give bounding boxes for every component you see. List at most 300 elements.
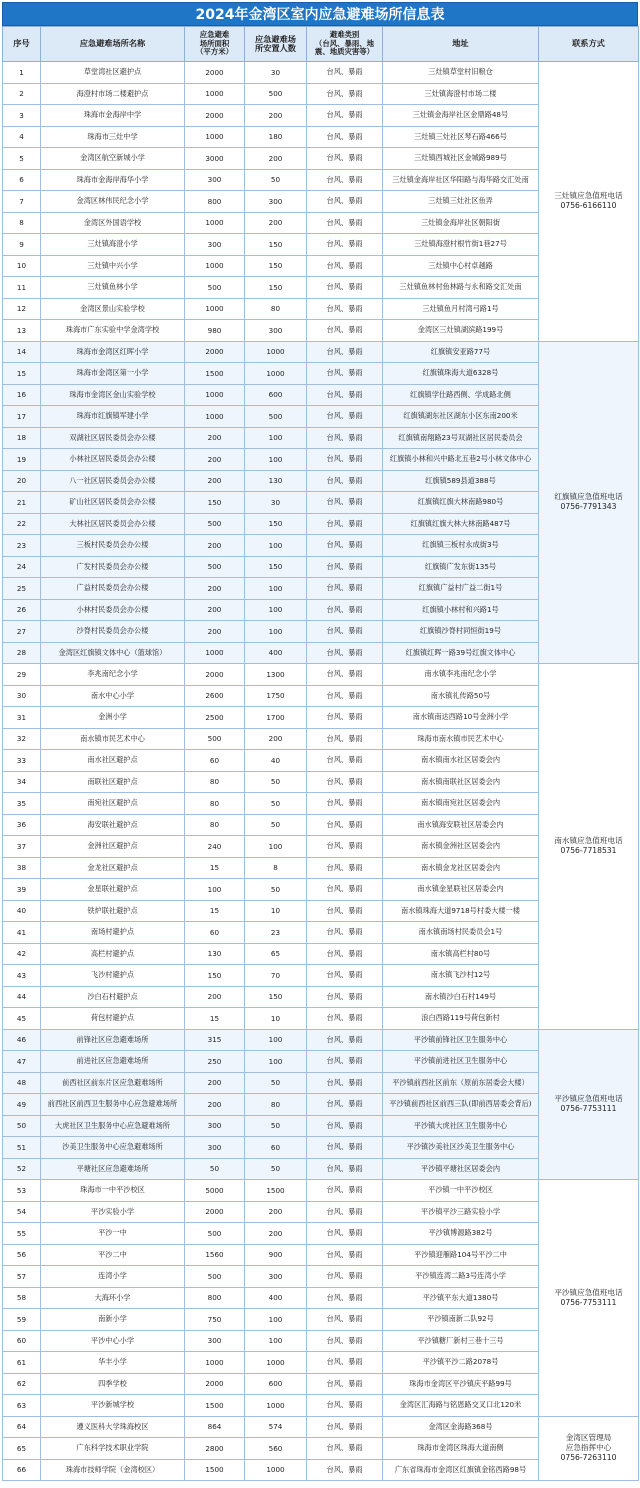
cell-area: 60 [185, 750, 245, 772]
cell-name: 珠海市金湾区第一小学 [41, 363, 185, 385]
cell-area: 2500 [185, 707, 245, 729]
cell-name: 三灶镇鱼林小学 [41, 277, 185, 299]
cell-area: 15 [185, 857, 245, 879]
cell-category: 台风、暴雨 [307, 793, 383, 815]
cell-area: 300 [185, 1330, 245, 1352]
cell-category: 台风、暴雨 [307, 1352, 383, 1374]
cell-address: 珠海市南水镇市民艺术中心 [383, 728, 539, 750]
cell-area: 80 [185, 814, 245, 836]
cell-no: 50 [3, 1115, 41, 1137]
cell-area: 500 [185, 728, 245, 750]
cell-no: 10 [3, 255, 41, 277]
cell-area: 500 [185, 277, 245, 299]
cell-no: 61 [3, 1352, 41, 1374]
cell-no: 59 [3, 1309, 41, 1331]
cell-no: 13 [3, 320, 41, 342]
cell-category: 台风、暴雨 [307, 879, 383, 901]
cell-contact [539, 664, 639, 1030]
cell-area: 80 [185, 793, 245, 815]
cell-capacity: 130 [245, 470, 307, 492]
cell-no: 3 [3, 105, 41, 127]
cell-name: 珠海市三灶中学 [41, 126, 185, 148]
cell-capacity: 10 [245, 1008, 307, 1030]
cell-capacity: 100 [245, 1029, 307, 1051]
cell-capacity: 1000 [245, 341, 307, 363]
cell-category: 台风、暴雨 [307, 1180, 383, 1202]
cell-name: 南水镇市民艺术中心 [41, 728, 185, 750]
cell-name: 南水中心小学 [41, 685, 185, 707]
header-capacity-line: 应急避难场 [255, 33, 296, 44]
cell-capacity: 1700 [245, 707, 307, 729]
cell-category: 台风、暴雨 [307, 234, 383, 256]
cell-no: 31 [3, 707, 41, 729]
cell-category: 台风、暴雨 [307, 320, 383, 342]
cell-category: 台风、暴雨 [307, 535, 383, 557]
cell-name: 小林社区居民委员会办公楼 [41, 449, 185, 471]
cell-address: 南水镇金洲社区居委会内 [383, 836, 539, 858]
cell-capacity: 400 [245, 642, 307, 664]
header-address: 地址 [383, 27, 539, 62]
cell-area: 1500 [185, 1459, 245, 1481]
cell-name: 飞沙村避护点 [41, 965, 185, 987]
cell-address: 平沙镇平沙二路2078号 [383, 1352, 539, 1374]
cell-capacity: 100 [245, 578, 307, 600]
cell-name: 广东科学技术职业学院 [41, 1438, 185, 1460]
contact-line: 0756-7263110 [560, 1453, 617, 1463]
cell-address: 珠海市金湾区平沙镇庆平路99号 [383, 1373, 539, 1395]
cell-capacity: 23 [245, 922, 307, 944]
cell-contact [539, 1029, 639, 1180]
cell-area: 15 [185, 1008, 245, 1030]
cell-address: 南水镇金龙社区居委会内 [383, 857, 539, 879]
cell-area: 1000 [185, 642, 245, 664]
cell-address: 红旗镇南翔路23号双湖社区居民委员会 [383, 427, 539, 449]
cell-address: 平沙镇大虎社区卫生服务中心 [383, 1115, 539, 1137]
shelter-table [2, 26, 639, 1481]
cell-capacity: 574 [245, 1416, 307, 1438]
cell-address: 三灶镇海澄村根竹街1巷27号 [383, 234, 539, 256]
cell-name: 沙脊村民委员会办公楼 [41, 621, 185, 643]
cell-no: 56 [3, 1244, 41, 1266]
cell-no: 32 [3, 728, 41, 750]
header-area-line: 应急避难 [199, 30, 230, 40]
cell-name: 平沙中心小学 [41, 1330, 185, 1352]
cell-no: 42 [3, 943, 41, 965]
cell-area: 200 [185, 986, 245, 1008]
cell-name: 草堂湾社区避护点 [41, 62, 185, 84]
cell-area: 500 [185, 513, 245, 535]
cell-name: 四季学校 [41, 1373, 185, 1395]
cell-category: 台风、暴雨 [307, 62, 383, 84]
cell-no: 1 [3, 62, 41, 84]
cell-category: 台风、暴雨 [307, 664, 383, 686]
cell-name: 遵义医科大学珠海校区 [41, 1416, 185, 1438]
cell-area: 1500 [185, 1395, 245, 1417]
cell-category: 台风、暴雨 [307, 406, 383, 428]
cell-name: 沙白石村避护点 [41, 986, 185, 1008]
cell-address: 南水镇南场村民委员会1号 [383, 922, 539, 944]
cell-category: 台风、暴雨 [307, 341, 383, 363]
cell-name: 铁炉联社避护点 [41, 900, 185, 922]
cell-address: 南水镇礼传路50号 [383, 685, 539, 707]
table-body [3, 62, 639, 1481]
cell-contact [539, 341, 639, 664]
cell-category: 台风、暴雨 [307, 728, 383, 750]
cell-capacity: 200 [245, 212, 307, 234]
cell-name: 前锋社区应急避难场所 [41, 1029, 185, 1051]
cell-area: 200 [185, 470, 245, 492]
cell-area: 200 [185, 599, 245, 621]
cell-no: 55 [3, 1223, 41, 1245]
cell-no: 22 [3, 513, 41, 535]
cell-area: 3000 [185, 148, 245, 170]
cell-capacity: 1000 [245, 1395, 307, 1417]
cell-capacity: 40 [245, 750, 307, 772]
cell-capacity: 180 [245, 126, 307, 148]
cell-area: 200 [185, 621, 245, 643]
cell-address: 南水镇南达西路10号金洲小学 [383, 707, 539, 729]
cell-address: 平沙镇前西社区前西三队(即前西居委会背后) [383, 1094, 539, 1116]
cell-name: 广益村民委员会办公楼 [41, 578, 185, 600]
cell-no: 34 [3, 771, 41, 793]
cell-name: 三板村民委员会办公楼 [41, 535, 185, 557]
cell-category: 台风、暴雨 [307, 1158, 383, 1180]
cell-capacity: 100 [245, 599, 307, 621]
cell-name: 金洲小学 [41, 707, 185, 729]
cell-address: 金湾区金海路368号 [383, 1416, 539, 1438]
cell-area: 200 [185, 1094, 245, 1116]
cell-no: 51 [3, 1137, 41, 1159]
cell-no: 33 [3, 750, 41, 772]
cell-no: 36 [3, 814, 41, 836]
cell-address: 红旗镇学仕路西侧、学成路北侧 [383, 384, 539, 406]
cell-address: 红旗镇红旗大林南路980号 [383, 492, 539, 514]
cell-area: 1000 [185, 255, 245, 277]
cell-category: 台风、暴雨 [307, 148, 383, 170]
cell-capacity: 1750 [245, 685, 307, 707]
cell-name: 平沙实验小学 [41, 1201, 185, 1223]
header-contact: 联系方式 [539, 27, 639, 62]
cell-category: 台风、暴雨 [307, 1094, 383, 1116]
cell-capacity: 150 [245, 513, 307, 535]
cell-category: 台风、暴雨 [307, 685, 383, 707]
page [2, 2, 638, 1481]
cell-no: 25 [3, 578, 41, 600]
cell-capacity: 200 [245, 1201, 307, 1223]
cell-capacity: 100 [245, 1309, 307, 1331]
cell-area: 500 [185, 1266, 245, 1288]
cell-capacity: 60 [245, 1137, 307, 1159]
cell-no: 35 [3, 793, 41, 815]
cell-category: 台风、暴雨 [307, 642, 383, 664]
cell-name: 金湾区林伟民纪念小学 [41, 191, 185, 213]
cell-address: 红旗镇三板村永成街3号 [383, 535, 539, 557]
cell-category: 台风、暴雨 [307, 298, 383, 320]
cell-no: 26 [3, 599, 41, 621]
cell-capacity: 500 [245, 406, 307, 428]
cell-no: 48 [3, 1072, 41, 1094]
cell-category: 台风、暴雨 [307, 212, 383, 234]
header-capacity [245, 27, 307, 62]
cell-name: 矿山社区居民委员会办公楼 [41, 492, 185, 514]
cell-address: 金湾区三灶镇湖滨路199号 [383, 320, 539, 342]
cell-no: 39 [3, 879, 41, 901]
cell-capacity: 50 [245, 879, 307, 901]
table-row [3, 341, 639, 363]
contact-line: 红旗镇应急值班电话 [554, 492, 623, 502]
cell-category: 台风、暴雨 [307, 556, 383, 578]
cell-area: 200 [185, 1072, 245, 1094]
cell-no: 29 [3, 664, 41, 686]
cell-name: 沙美卫生服务中心应急避难场所 [41, 1137, 185, 1159]
table-row [3, 1416, 639, 1438]
cell-name: 珠海市广东实验中学金湾学校 [41, 320, 185, 342]
cell-area: 1000 [185, 83, 245, 105]
cell-no: 8 [3, 212, 41, 234]
cell-address: 红旗镇广益村广益二街1号 [383, 578, 539, 600]
cell-category: 台风、暴雨 [307, 1223, 383, 1245]
cell-area: 1000 [185, 384, 245, 406]
cell-capacity: 150 [245, 556, 307, 578]
cell-name: 珠海市红旗镇军建小学 [41, 406, 185, 428]
cell-capacity: 50 [245, 814, 307, 836]
cell-category: 台风、暴雨 [307, 1137, 383, 1159]
cell-name: 金湾区红旗镇文体中心（篮球馆） [41, 642, 185, 664]
cell-category: 台风、暴雨 [307, 1438, 383, 1460]
cell-category: 台风、暴雨 [307, 1459, 383, 1481]
cell-name: 平塘社区应急避难场所 [41, 1158, 185, 1180]
header-name: 应急避难场所名称 [41, 27, 185, 62]
cell-category: 台风、暴雨 [307, 1244, 383, 1266]
header-capacity-line: 所安置人数 [255, 43, 296, 53]
cell-no: 60 [3, 1330, 41, 1352]
cell-address: 南水镇飞沙村12号 [383, 965, 539, 987]
cell-no: 24 [3, 556, 41, 578]
cell-name: 金湾区航空新城小学 [41, 148, 185, 170]
cell-capacity: 80 [245, 1094, 307, 1116]
cell-no: 43 [3, 965, 41, 987]
cell-address: 南水镇珠海大道9718号村委大楼一楼 [383, 900, 539, 922]
cell-no: 4 [3, 126, 41, 148]
cell-area: 200 [185, 449, 245, 471]
cell-area: 200 [185, 535, 245, 557]
cell-capacity: 150 [245, 277, 307, 299]
cell-name: 南场村避护点 [41, 922, 185, 944]
cell-capacity: 900 [245, 1244, 307, 1266]
cell-area: 1000 [185, 212, 245, 234]
cell-no: 9 [3, 234, 41, 256]
cell-category: 台风、暴雨 [307, 449, 383, 471]
cell-capacity: 80 [245, 298, 307, 320]
cell-category: 台风、暴雨 [307, 1266, 383, 1288]
cell-name: 海安联社避护点 [41, 814, 185, 836]
cell-category: 台风、暴雨 [307, 126, 383, 148]
cell-name: 荷包村避护点 [41, 1008, 185, 1030]
cell-category: 台风、暴雨 [307, 255, 383, 277]
cell-category: 台风、暴雨 [307, 943, 383, 965]
cell-address: 南水镇李兆南纪念小学 [383, 664, 539, 686]
cell-category: 台风、暴雨 [307, 1416, 383, 1438]
cell-category: 台风、暴雨 [307, 1115, 383, 1137]
cell-area: 150 [185, 965, 245, 987]
cell-capacity: 100 [245, 535, 307, 557]
cell-area: 300 [185, 1137, 245, 1159]
cell-area: 2000 [185, 1201, 245, 1223]
cell-category: 台风、暴雨 [307, 1395, 383, 1417]
cell-area: 100 [185, 879, 245, 901]
cell-no: 41 [3, 922, 41, 944]
cell-name: 平沙一中 [41, 1223, 185, 1245]
cell-capacity: 50 [245, 1072, 307, 1094]
cell-capacity: 50 [245, 1115, 307, 1137]
cell-no: 6 [3, 169, 41, 191]
cell-capacity: 1300 [245, 664, 307, 686]
cell-no: 2 [3, 83, 41, 105]
cell-address: 三灶镇三灶社区琴石路466号 [383, 126, 539, 148]
cell-address: 三灶镇西城社区金城路989号 [383, 148, 539, 170]
cell-area: 500 [185, 556, 245, 578]
cell-no: 63 [3, 1395, 41, 1417]
cell-no: 12 [3, 298, 41, 320]
cell-address: 三灶镇金海岸社区金鼎路48号 [383, 105, 539, 127]
cell-capacity: 600 [245, 1373, 307, 1395]
cell-area: 315 [185, 1029, 245, 1051]
cell-area: 250 [185, 1051, 245, 1073]
cell-name: 小林村民委员会办公楼 [41, 599, 185, 621]
cell-name: 平沙新城学校 [41, 1395, 185, 1417]
contact-line: 三灶镇应急值班电话 [554, 191, 623, 201]
cell-category: 台风、暴雨 [307, 1287, 383, 1309]
table-header [3, 27, 639, 62]
cell-area: 2000 [185, 664, 245, 686]
cell-address: 平沙镇糖厂新村三巷十三号 [383, 1330, 539, 1352]
cell-name: 高栏村避护点 [41, 943, 185, 965]
cell-area: 150 [185, 492, 245, 514]
cell-capacity: 200 [245, 1223, 307, 1245]
cell-no: 20 [3, 470, 41, 492]
cell-area: 60 [185, 922, 245, 944]
cell-address: 平沙镇前锋社区卫生服务中心 [383, 1029, 539, 1051]
cell-name: 连湾小学 [41, 1266, 185, 1288]
header-area-line: （平方米） [196, 47, 233, 57]
cell-address: 金湾区汇海路与铭恩路交叉口北120米 [383, 1395, 539, 1417]
cell-category: 台风、暴雨 [307, 986, 383, 1008]
contact-line: 0756-7753111 [560, 1104, 617, 1114]
cell-no: 65 [3, 1438, 41, 1460]
cell-capacity: 500 [245, 83, 307, 105]
header-category-line: （台风、暴雨、地 [314, 38, 375, 48]
cell-address: 平沙镇沙美社区沙美卫生服务中心 [383, 1137, 539, 1159]
cell-capacity: 300 [245, 1266, 307, 1288]
cell-area: 2000 [185, 1373, 245, 1395]
cell-category: 台风、暴雨 [307, 191, 383, 213]
cell-area: 200 [185, 427, 245, 449]
cell-category: 台风、暴雨 [307, 1029, 383, 1051]
cell-area: 80 [185, 771, 245, 793]
table-row [3, 1180, 639, 1202]
cell-category: 台风、暴雨 [307, 578, 383, 600]
cell-address: 红旗镇红旗大林大林南路487号 [383, 513, 539, 535]
cell-address: 南水镇金星联社区居委会内 [383, 879, 539, 901]
cell-name: 珠海市金湾区红晖小学 [41, 341, 185, 363]
cell-area: 2800 [185, 1438, 245, 1460]
cell-no: 21 [3, 492, 41, 514]
cell-capacity: 30 [245, 492, 307, 514]
contact-line: 0756-6166110 [560, 201, 617, 211]
cell-address: 南水镇南水社区居委会内 [383, 750, 539, 772]
cell-address: 三灶镇鱼月村湾弓路1号 [383, 298, 539, 320]
cell-address: 红旗镇沙脊村同恒街19号 [383, 621, 539, 643]
cell-capacity: 1000 [245, 363, 307, 385]
cell-name: 珠海市金海岸中学 [41, 105, 185, 127]
cell-capacity: 150 [245, 255, 307, 277]
cell-category: 台风、暴雨 [307, 707, 383, 729]
cell-no: 45 [3, 1008, 41, 1030]
cell-area: 1000 [185, 298, 245, 320]
cell-capacity: 1500 [245, 1180, 307, 1202]
cell-no: 27 [3, 621, 41, 643]
cell-area: 864 [185, 1416, 245, 1438]
cell-capacity: 50 [245, 1158, 307, 1180]
cell-category: 台风、暴雨 [307, 83, 383, 105]
cell-name: 华丰小学 [41, 1352, 185, 1374]
cell-capacity: 50 [245, 771, 307, 793]
cell-no: 62 [3, 1373, 41, 1395]
cell-category: 台风、暴雨 [307, 1201, 383, 1223]
cell-address: 平沙镇平东大道1380号 [383, 1287, 539, 1309]
cell-category: 台风、暴雨 [307, 814, 383, 836]
cell-no: 53 [3, 1180, 41, 1202]
cell-no: 14 [3, 341, 41, 363]
cell-category: 台风、暴雨 [307, 105, 383, 127]
cell-category: 台风、暴雨 [307, 427, 383, 449]
cell-address: 南水镇高栏村80号 [383, 943, 539, 965]
cell-category: 台风、暴雨 [307, 857, 383, 879]
cell-capacity: 100 [245, 427, 307, 449]
cell-contact [539, 62, 639, 342]
cell-name: 珠海市金湾区金山实验学校 [41, 384, 185, 406]
cell-no: 19 [3, 449, 41, 471]
cell-category: 台风、暴雨 [307, 169, 383, 191]
cell-capacity: 400 [245, 1287, 307, 1309]
cell-area: 2000 [185, 105, 245, 127]
contact-line: 金湾区管理局 [565, 1433, 612, 1443]
cell-no: 37 [3, 836, 41, 858]
header-category [307, 27, 383, 62]
contact-line: 平沙镇应急值班电话 [554, 1287, 623, 1297]
cell-no: 44 [3, 986, 41, 1008]
cell-address: 南水镇海安联社区居委会内 [383, 814, 539, 836]
cell-address: 红旗镇红晖一路39号红旗文体中心 [383, 642, 539, 664]
header-area [185, 27, 245, 62]
header-category-line: 震、地质灾害等） [314, 47, 375, 57]
cell-capacity: 100 [245, 621, 307, 643]
cell-address: 广东省珠海市金湾区红旗镇金铭西路98号 [383, 1459, 539, 1481]
contact-line: 平沙镇应急值班电话 [554, 1094, 623, 1104]
cell-area: 2000 [185, 341, 245, 363]
cell-no: 49 [3, 1094, 41, 1116]
cell-category: 台风、暴雨 [307, 1072, 383, 1094]
cell-capacity: 300 [245, 191, 307, 213]
cell-no: 23 [3, 535, 41, 557]
cell-capacity: 150 [245, 986, 307, 1008]
cell-no: 40 [3, 900, 41, 922]
cell-category: 台风、暴雨 [307, 599, 383, 621]
cell-name: 珠海市技师学院（金湾校区） [41, 1459, 185, 1481]
cell-no: 15 [3, 363, 41, 385]
cell-name: 金洲社区避护点 [41, 836, 185, 858]
cell-name: 前西社区前东片区应急避难场所 [41, 1072, 185, 1094]
